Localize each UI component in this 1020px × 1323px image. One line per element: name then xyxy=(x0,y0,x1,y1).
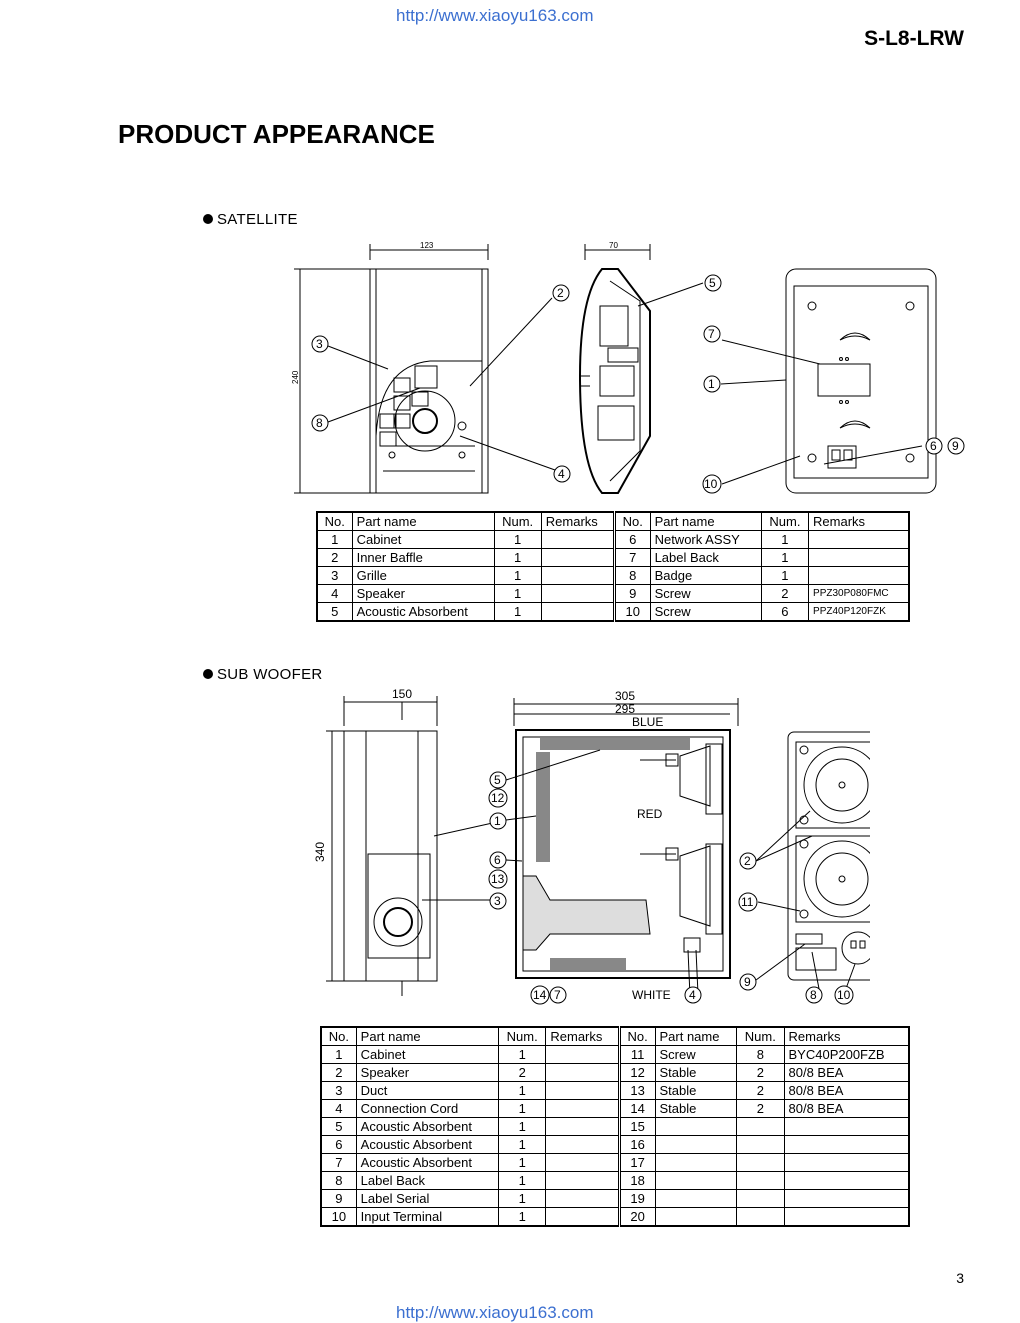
cell-remarks xyxy=(809,549,909,567)
svg-text:10: 10 xyxy=(704,477,718,491)
callout-6 xyxy=(926,438,942,454)
cell-no: 17 xyxy=(619,1154,655,1172)
table-row xyxy=(321,1154,909,1172)
cell-remarks xyxy=(546,1118,619,1136)
callout-1 xyxy=(490,813,506,829)
callout-11 xyxy=(739,893,757,911)
dim-height: 240 xyxy=(291,370,300,384)
cell-no: 1 xyxy=(317,531,352,549)
cell-num: 1 xyxy=(761,531,808,549)
cell-part: Stable xyxy=(655,1100,737,1118)
cell-no: 8 xyxy=(614,567,650,585)
callout-4 xyxy=(685,987,701,1003)
callout-12 xyxy=(489,789,507,807)
cell-no: 1 xyxy=(321,1046,356,1064)
dim-height: 340 xyxy=(313,841,327,862)
svg-text:7: 7 xyxy=(708,327,715,341)
cell-remarks xyxy=(784,1190,909,1208)
cell-no: 6 xyxy=(321,1136,356,1154)
cell-part: Screw xyxy=(650,585,761,603)
cell-remarks xyxy=(546,1154,619,1172)
cell-part xyxy=(655,1154,737,1172)
cell-no: 7 xyxy=(321,1154,356,1172)
cell-remarks xyxy=(546,1100,619,1118)
cell-no: 16 xyxy=(619,1136,655,1154)
callout-6 xyxy=(490,852,506,868)
cell-num xyxy=(737,1136,784,1154)
cell-no: 10 xyxy=(321,1208,356,1227)
cell-remarks xyxy=(546,1136,619,1154)
cell-part: Input Terminal xyxy=(356,1208,498,1227)
cell-remarks xyxy=(784,1118,909,1136)
cell-remarks: PPZ30P080FMC xyxy=(809,585,909,603)
col-num: Num. xyxy=(494,512,541,531)
cell-num: 1 xyxy=(498,1190,545,1208)
cell-num: 1 xyxy=(498,1100,545,1118)
callout-7 xyxy=(704,326,720,342)
table-row xyxy=(317,585,909,603)
svg-text:8: 8 xyxy=(810,988,817,1002)
cell-remarks: 80/8 BEA xyxy=(784,1100,909,1118)
svg-text:2: 2 xyxy=(557,286,564,300)
svg-text:6: 6 xyxy=(930,439,937,453)
cell-no: 9 xyxy=(614,585,650,603)
cell-no: 5 xyxy=(317,603,352,622)
cell-part: Inner Baffle xyxy=(352,549,494,567)
svg-text:1: 1 xyxy=(708,377,715,391)
col-no: No. xyxy=(619,1027,655,1046)
bottom-url-link[interactable]: http://www.xiaoyu163.com xyxy=(396,1303,594,1322)
cell-part: Cabinet xyxy=(352,531,494,549)
callout-8 xyxy=(806,987,822,1003)
cell-no: 3 xyxy=(317,567,352,585)
svg-text:11: 11 xyxy=(741,895,754,909)
cell-part xyxy=(655,1118,737,1136)
cell-part: Screw xyxy=(655,1046,737,1064)
table-header-row xyxy=(317,512,909,531)
table-row xyxy=(317,603,909,622)
cell-part: Grille xyxy=(352,567,494,585)
cell-num: 1 xyxy=(761,567,808,585)
cell-remarks xyxy=(546,1190,619,1208)
satellite-label: SATELLITE xyxy=(217,211,298,228)
cell-num: 1 xyxy=(494,549,541,567)
cell-no: 13 xyxy=(619,1082,655,1100)
cell-part: Badge xyxy=(650,567,761,585)
cell-part: Duct xyxy=(356,1082,498,1100)
cell-num: 8 xyxy=(737,1046,784,1064)
table-row xyxy=(321,1064,909,1082)
dim-depth-inner: 295 xyxy=(615,702,636,716)
col-part: Part name xyxy=(352,512,494,531)
cell-no: 8 xyxy=(321,1172,356,1190)
cell-no: 9 xyxy=(321,1190,356,1208)
cell-num: 1 xyxy=(498,1082,545,1100)
cell-remarks xyxy=(546,1172,619,1190)
cell-no: 19 xyxy=(619,1190,655,1208)
col-part: Part name xyxy=(356,1027,498,1046)
satellite-parts-table xyxy=(316,511,910,622)
cell-no: 2 xyxy=(317,549,352,567)
svg-text:9: 9 xyxy=(952,439,959,453)
svg-text:8: 8 xyxy=(316,416,323,430)
cell-remarks xyxy=(784,1172,909,1190)
callout-5 xyxy=(490,772,506,788)
callout-4 xyxy=(554,466,570,482)
cell-part: Speaker xyxy=(356,1064,498,1082)
page-title: PRODUCT APPEARANCE xyxy=(118,119,435,149)
cell-num: 1 xyxy=(498,1154,545,1172)
callout-3 xyxy=(490,893,506,909)
table-row xyxy=(321,1100,909,1118)
satellite-section-heading xyxy=(203,211,298,228)
callout-10 xyxy=(703,475,721,493)
cell-no: 4 xyxy=(317,585,352,603)
subwoofer-parts-table xyxy=(320,1026,910,1227)
cell-part: Label Back xyxy=(356,1172,498,1190)
col-remarks: Remarks xyxy=(809,512,909,531)
svg-text:2: 2 xyxy=(744,854,751,868)
cell-num xyxy=(737,1118,784,1136)
cell-part: Network ASSY xyxy=(650,531,761,549)
callout-1 xyxy=(704,376,720,392)
cell-remarks xyxy=(784,1154,909,1172)
cell-part xyxy=(655,1172,737,1190)
col-part: Part name xyxy=(650,512,761,531)
cell-part: Stable xyxy=(655,1082,737,1100)
cell-no: 5 xyxy=(321,1118,356,1136)
callout-13 xyxy=(489,870,507,888)
callout-14 xyxy=(531,986,549,1004)
table-row xyxy=(321,1046,909,1064)
cell-part: Screw xyxy=(650,603,761,622)
col-num: Num. xyxy=(737,1027,784,1046)
svg-text:13: 13 xyxy=(491,872,505,886)
col-no: No. xyxy=(317,512,352,531)
dim-depth: 70 xyxy=(609,241,618,250)
dim-width: 123 xyxy=(420,241,434,250)
cell-part xyxy=(655,1136,737,1154)
cell-remarks xyxy=(546,1046,619,1064)
subwoofer-section-heading xyxy=(203,666,323,683)
cell-part: Acoustic Absorbent xyxy=(352,603,494,622)
callout-7 xyxy=(550,987,566,1003)
col-remarks: Remarks xyxy=(541,512,614,531)
cell-num: 1 xyxy=(498,1172,545,1190)
bullet-icon xyxy=(203,214,213,224)
wire-label-blue: BLUE xyxy=(632,715,664,729)
model-number: S-L8-LRW xyxy=(864,27,964,50)
table-row xyxy=(321,1136,909,1154)
cell-num: 2 xyxy=(737,1100,784,1118)
cell-part: Label Serial xyxy=(356,1190,498,1208)
svg-text:5: 5 xyxy=(709,276,716,290)
cell-no: 11 xyxy=(619,1046,655,1064)
cell-num: 1 xyxy=(498,1208,545,1227)
svg-text:12: 12 xyxy=(491,791,505,805)
cell-no: 7 xyxy=(614,549,650,567)
svg-text:3: 3 xyxy=(494,894,501,908)
svg-text:10: 10 xyxy=(837,988,851,1002)
callout-2 xyxy=(553,285,569,301)
cell-no: 3 xyxy=(321,1082,356,1100)
cell-num: 1 xyxy=(498,1136,545,1154)
callout-2 xyxy=(740,853,756,869)
table-row xyxy=(317,531,909,549)
cell-remarks: 80/8 BEA xyxy=(784,1064,909,1082)
col-num: Num. xyxy=(498,1027,545,1046)
cell-part xyxy=(655,1208,737,1227)
cell-num: 1 xyxy=(494,603,541,622)
table-row xyxy=(317,549,909,567)
col-no: No. xyxy=(614,512,650,531)
cell-num: 1 xyxy=(761,549,808,567)
col-no: No. xyxy=(321,1027,356,1046)
cell-remarks: BYC40P200FZB xyxy=(784,1046,909,1064)
cell-remarks xyxy=(541,567,614,585)
cell-part: Acoustic Absorbent xyxy=(356,1136,498,1154)
cell-remarks xyxy=(541,585,614,603)
table-row xyxy=(321,1082,909,1100)
cell-remarks xyxy=(809,567,909,585)
cell-no: 15 xyxy=(619,1118,655,1136)
cell-num: 2 xyxy=(761,585,808,603)
svg-text:7: 7 xyxy=(554,988,561,1002)
subwoofer-label: SUB WOOFER xyxy=(217,666,323,683)
cell-no: 12 xyxy=(619,1064,655,1082)
cell-no: 14 xyxy=(619,1100,655,1118)
dim-width: 150 xyxy=(392,687,413,701)
cell-part: Acoustic Absorbent xyxy=(356,1118,498,1136)
svg-text:4: 4 xyxy=(689,988,696,1002)
svg-text:14: 14 xyxy=(533,988,547,1002)
cell-num: 1 xyxy=(494,567,541,585)
svg-text:4: 4 xyxy=(558,467,565,481)
top-url-link[interactable]: http://www.xiaoyu163.com xyxy=(396,6,594,25)
cell-num xyxy=(737,1154,784,1172)
callout-10 xyxy=(835,986,853,1004)
cell-remarks xyxy=(541,549,614,567)
callout-8 xyxy=(312,415,328,431)
table-row xyxy=(321,1118,909,1136)
cell-remarks xyxy=(809,531,909,549)
callout-9 xyxy=(740,974,756,990)
cell-num xyxy=(737,1190,784,1208)
callout-9 xyxy=(948,438,964,454)
cell-remarks xyxy=(546,1082,619,1100)
page-number: 3 xyxy=(956,1270,964,1286)
subwoofer-diagram xyxy=(310,686,870,1006)
cell-remarks xyxy=(784,1136,909,1154)
svg-text:3: 3 xyxy=(316,337,323,351)
dim-depth-outer: 305 xyxy=(615,689,636,703)
cell-remarks: PPZ40P120FZK xyxy=(809,603,909,622)
table-row xyxy=(321,1172,909,1190)
cell-part: Cabinet xyxy=(356,1046,498,1064)
satellite-diagram xyxy=(280,236,980,498)
wire-label-white: WHITE xyxy=(632,988,671,1002)
svg-text:6: 6 xyxy=(494,853,501,867)
cell-remarks: 80/8 BEA xyxy=(784,1082,909,1100)
cell-num: 1 xyxy=(494,531,541,549)
cell-num xyxy=(737,1172,784,1190)
svg-text:5: 5 xyxy=(494,773,501,787)
col-remarks: Remarks xyxy=(546,1027,619,1046)
cell-remarks xyxy=(546,1208,619,1227)
cell-remarks xyxy=(541,531,614,549)
table-row xyxy=(321,1190,909,1208)
cell-part: Acoustic Absorbent xyxy=(356,1154,498,1172)
cell-remarks xyxy=(546,1064,619,1082)
cell-no: 10 xyxy=(614,603,650,622)
cell-no: 4 xyxy=(321,1100,356,1118)
col-remarks: Remarks xyxy=(784,1027,909,1046)
cell-no: 6 xyxy=(614,531,650,549)
bullet-icon xyxy=(203,669,213,679)
callout-3 xyxy=(312,336,328,352)
cell-part xyxy=(655,1190,737,1208)
svg-text:1: 1 xyxy=(494,814,501,828)
cell-part: Label Back xyxy=(650,549,761,567)
cell-remarks xyxy=(541,603,614,622)
cell-num: 1 xyxy=(494,585,541,603)
cell-num: 1 xyxy=(498,1046,545,1064)
col-part: Part name xyxy=(655,1027,737,1046)
cell-part: Connection Cord xyxy=(356,1100,498,1118)
cell-num: 2 xyxy=(737,1082,784,1100)
cell-num: 2 xyxy=(498,1064,545,1082)
svg-text:9: 9 xyxy=(744,975,751,989)
cell-no: 20 xyxy=(619,1208,655,1227)
cell-num: 6 xyxy=(761,603,808,622)
cell-no: 18 xyxy=(619,1172,655,1190)
wire-label-red: RED xyxy=(637,807,663,821)
cell-part: Stable xyxy=(655,1064,737,1082)
table-header-row xyxy=(321,1027,909,1046)
col-num: Num. xyxy=(761,512,808,531)
table-row xyxy=(317,567,909,585)
cell-part: Speaker xyxy=(352,585,494,603)
callout-5 xyxy=(705,275,721,291)
cell-num: 1 xyxy=(498,1118,545,1136)
cell-remarks xyxy=(784,1208,909,1227)
table-row xyxy=(321,1208,909,1227)
cell-no: 2 xyxy=(321,1064,356,1082)
cell-num xyxy=(737,1208,784,1227)
cell-num: 2 xyxy=(737,1064,784,1082)
